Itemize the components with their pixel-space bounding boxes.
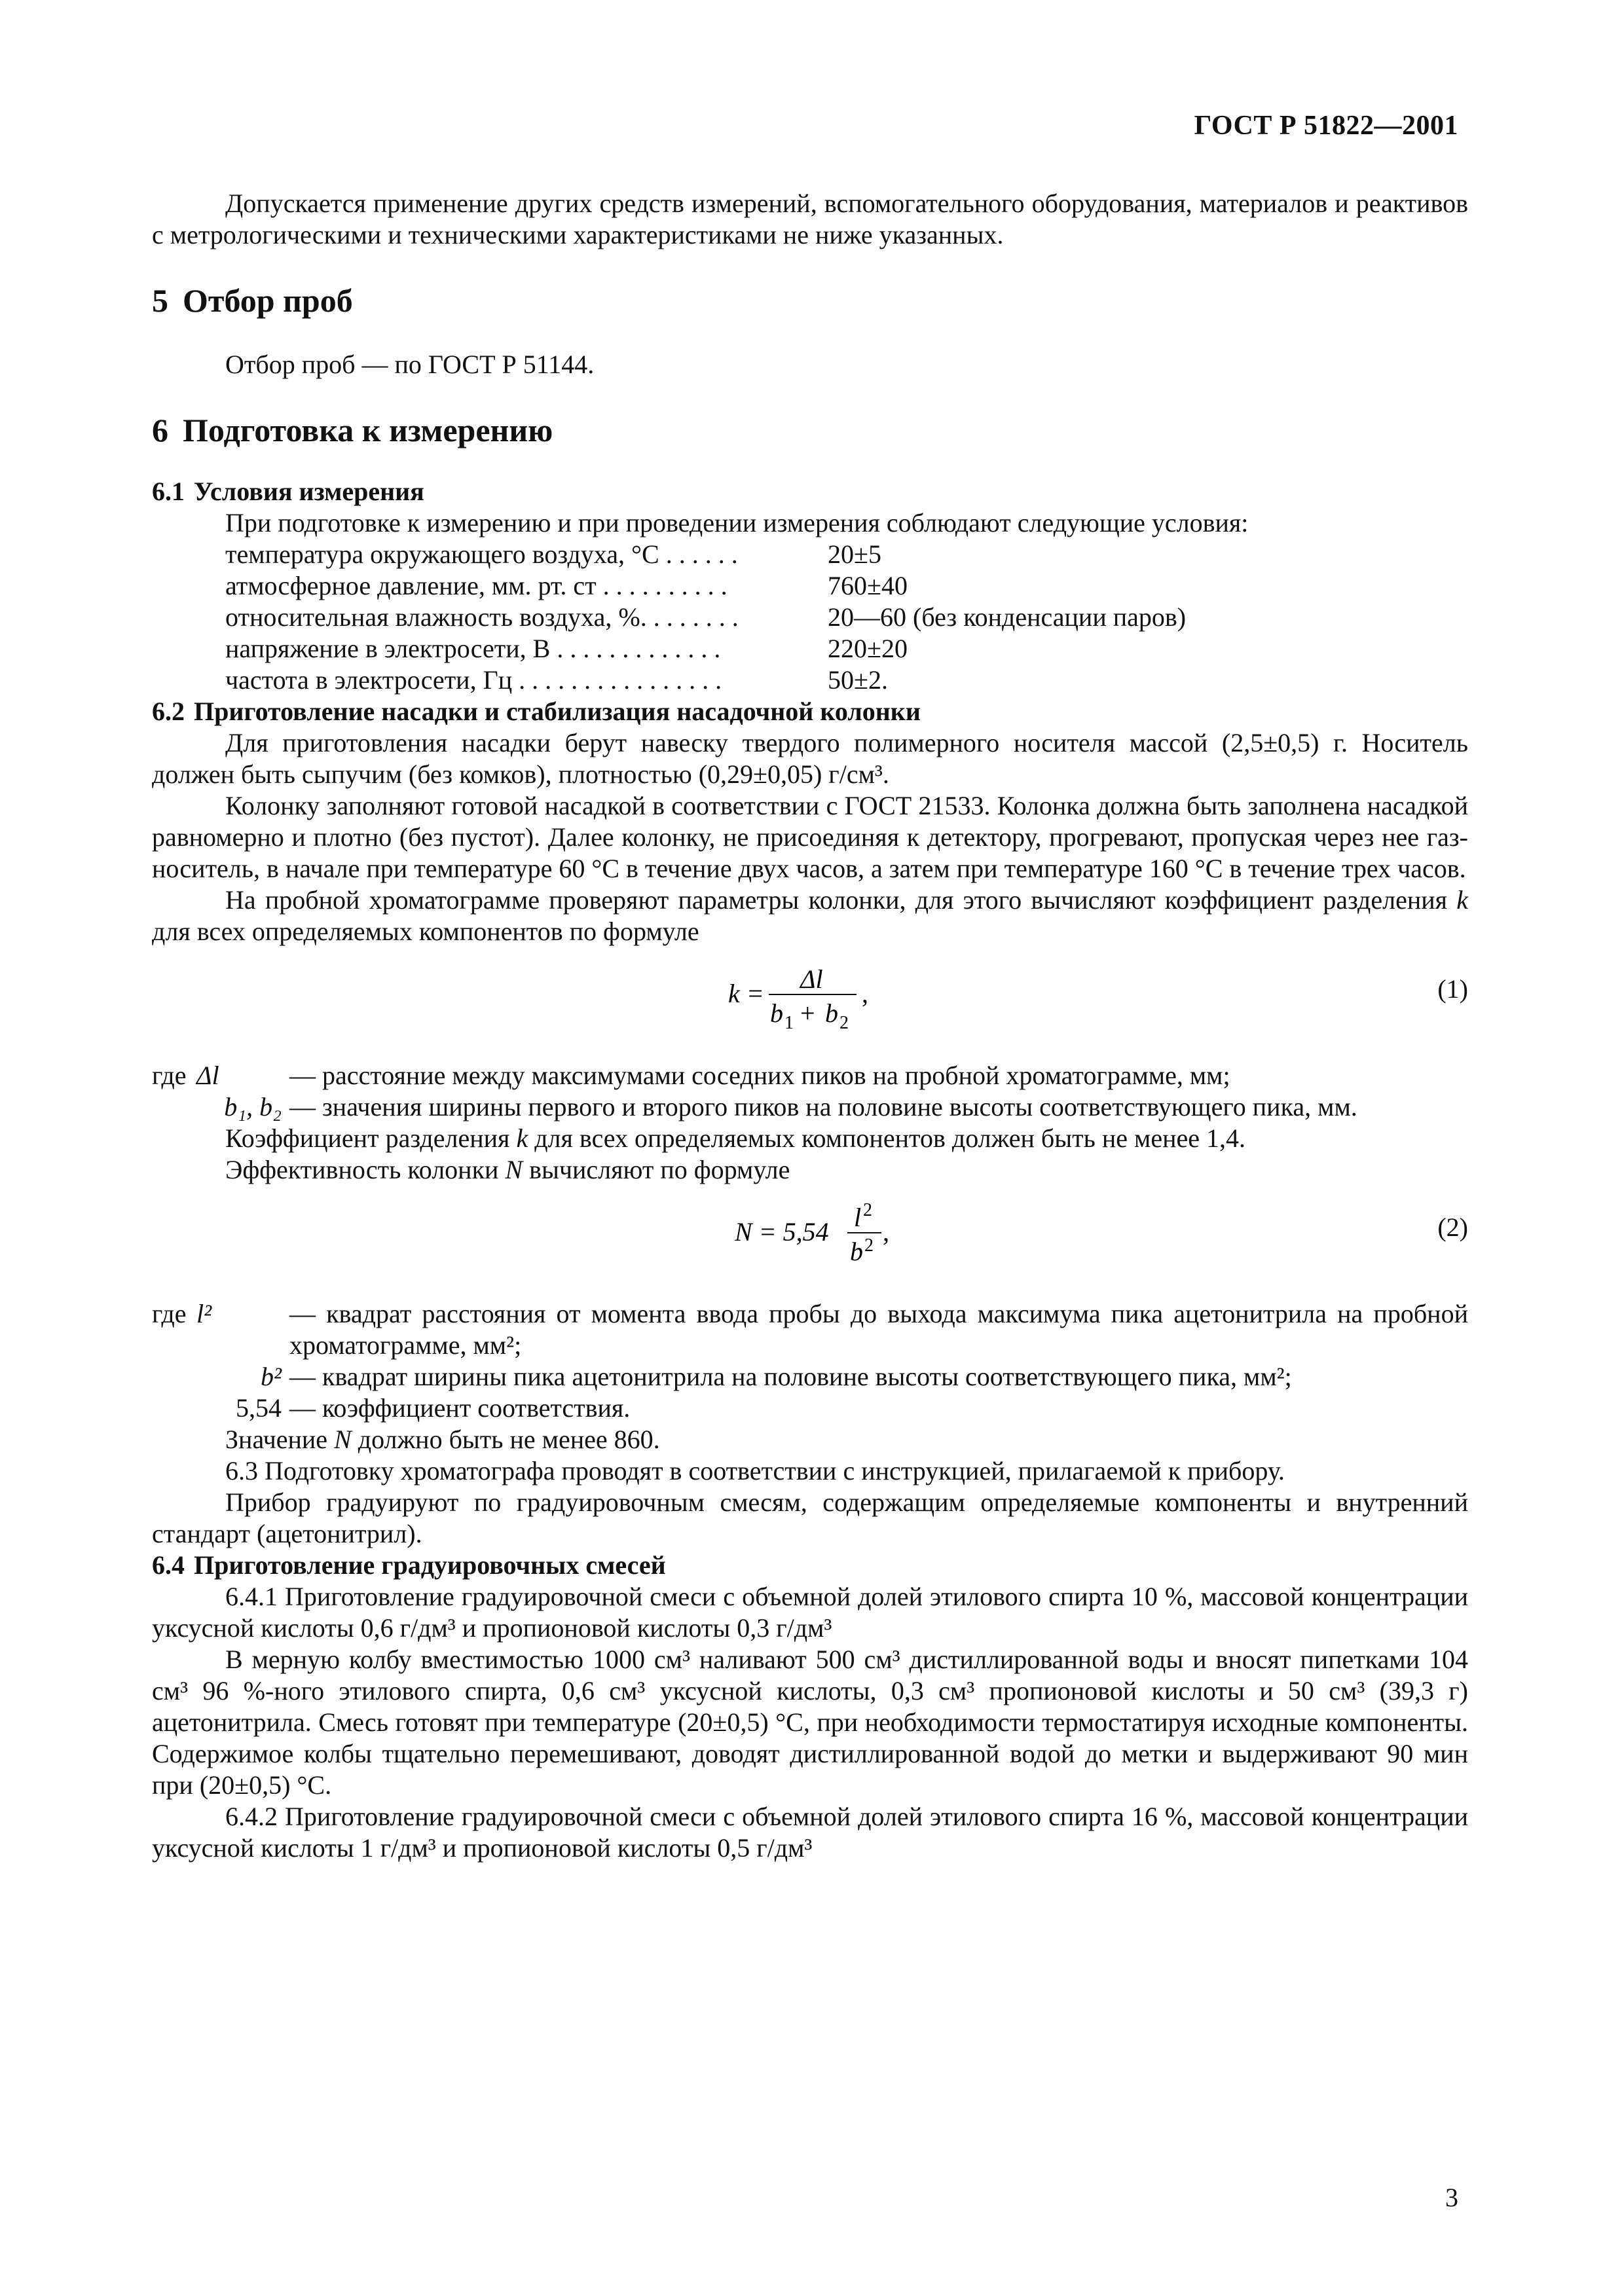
- condition-value: 20—60 (без конденсации паров): [828, 602, 1187, 632]
- paragraph-6-2-5-text-a: Эффективность колонки: [225, 1155, 506, 1184]
- subsection-6-4-title: Приготовление градуировочных смесей: [194, 1550, 666, 1580]
- paragraph-6-2-3-text-a: На пробной хроматограмме проверяют параметры колонки, для этого вычисляют коэффициент разделения: [225, 885, 1457, 915]
- subsection-6-1-heading: [152, 476, 1468, 507]
- condition-row: [225, 539, 1468, 570]
- legend-definition: — расстояние между максимумами соседних пиков на пробной хроматограмме, мм;: [289, 1061, 1230, 1090]
- condition-row: [225, 602, 1468, 633]
- legend-definition: — значения ширины первого и второго пиков на половине высоты соответствующего пика, мм.: [289, 1092, 1357, 1121]
- formula-2-lhs: N = 5,54: [735, 1217, 829, 1247]
- formula-1-lhs: k =: [728, 979, 764, 1008]
- condition-label: частота в электросети, Гц . . . . . . . . . . . . . . . .: [225, 665, 722, 695]
- legend-definition: — квадрат расстояния от момента ввода пробы до выхода максимума пика ацетонитрила на пробной хроматограмме, мм²;: [289, 1299, 1468, 1360]
- formula-1-den-plus: +: [800, 998, 815, 1028]
- legend-row: [152, 1060, 1468, 1091]
- condition-row: [225, 665, 1468, 696]
- legend-prefix: где: [152, 1061, 187, 1090]
- conditions-lead: При подготовке к измерению и при проведении измерения соблюдают следующие условия:: [225, 508, 1249, 538]
- intro-paragraph: Допускается применение других средств измерений, вспомогательного оборудования, материалов и реактивов с метрологическими и техническими характеристиками не ниже указанных.: [152, 189, 1468, 249]
- paragraph-6-2-4-text-a: Коэффициент разделения: [225, 1123, 517, 1153]
- legend-symbol-cell: [152, 1060, 289, 1091]
- formula-2-legend: [152, 1298, 1468, 1424]
- formula-1-graphic: [728, 962, 898, 1040]
- paragraph-6-2-3-text-b: для всех определяемых компонентов по формуле: [152, 917, 699, 946]
- subsection-6-4-heading: [152, 1550, 1468, 1581]
- paragraph-6-2-5-text-b: вычисляют по формуле: [523, 1155, 790, 1184]
- paragraph-6-2-3: [152, 884, 1468, 947]
- legend-symbol-cell: [152, 1091, 289, 1123]
- section-5-number: 5: [152, 282, 168, 319]
- formula-2-numerator: l: [854, 1203, 862, 1232]
- formula-1: [152, 962, 1468, 1040]
- formula-1-den-b2: b: [825, 998, 838, 1028]
- subsection-6-1-title: Условия измерения: [194, 477, 424, 506]
- formula-2-suffix: ,: [883, 1217, 889, 1247]
- formula-2-denominator: b: [850, 1237, 863, 1266]
- section-6-heading: [152, 410, 1468, 450]
- legend-definition: — квадрат ширины пика ацетонитрила на половине высоты соответствующего пика, мм²;: [289, 1362, 1292, 1391]
- condition-label: температура окружающего воздуха, °С . . . . . .: [225, 539, 738, 569]
- formula-2: [152, 1200, 1468, 1279]
- paragraph-6-2-5: [152, 1154, 1468, 1186]
- legend-symbol-cell: [152, 1361, 289, 1393]
- legend-definition: — коэффициент соответствия.: [289, 1393, 631, 1423]
- section-5-text: Отбор проб — по ГОСТ Р 51144.: [225, 350, 595, 379]
- legend-symbol: Δl: [196, 1061, 219, 1090]
- paragraph-6-4-1: 6.4.1 Приготовление градуировочной смеси с объемной долей этилового спирта 10 %, массовой концентрации уксусной кислоты 0,6 г/дм³ и пропионовой кислоты 0,3 г/дм³: [152, 1582, 1468, 1643]
- section-5-title: Отбор проб: [183, 282, 353, 319]
- legend-prefix: где: [152, 1299, 187, 1328]
- condition-row: [225, 570, 1468, 602]
- condition-value: 50±2.: [828, 665, 888, 695]
- formula-2-graphic: [735, 1200, 905, 1279]
- condition-label: относительная влажность воздуха, %. . . . . . . .: [225, 602, 739, 632]
- legend-row: [152, 1393, 1468, 1424]
- paragraph-6-2-4-text-b: для всех определяемых компонентов должен быть не менее 1,4.: [528, 1123, 1245, 1153]
- formula-1-den-b1: b: [770, 998, 783, 1028]
- conditions-list: [152, 539, 1468, 696]
- subsection-6-2-title: Приготовление насадки и стабилизация насадочной колонки: [194, 697, 921, 726]
- paragraph-6-3-2: Прибор градуируют по градуировочным смесям, содержащим определяемые компоненты и внутренний стандарт (ацетонитрил).: [152, 1487, 1468, 1548]
- legend-row: [152, 1298, 1468, 1361]
- condition-label: напряжение в электросети, В . . . . . . . . . . . . .: [225, 634, 721, 663]
- section-6-number: 6: [152, 412, 168, 448]
- condition-row: [225, 633, 1468, 665]
- subsection-6-2-number: 6.2: [152, 697, 185, 726]
- symbol-n: N: [505, 1155, 523, 1184]
- section-5-heading: [152, 281, 1468, 320]
- paragraph-6-2-4: [152, 1123, 1468, 1154]
- subsection-6-4-number: 6.4: [152, 1550, 185, 1580]
- paragraph-6-3-1: 6.3 Подготовку хроматографа проводят в соответствии с инструкцией, прилагаемой к прибору.: [225, 1456, 1285, 1485]
- condition-value: 760±40: [828, 571, 908, 600]
- paragraph-6-4-2: 6.4.2 Приготовление градуировочной смеси с объемной долей этилового спирта 16 %, массовой концентрации уксусной кислоты 1 г/дм³ и пропионовой кислоты 0,5 г/дм³: [152, 1802, 1468, 1863]
- formula-1-den-sub-2: 2: [839, 1013, 849, 1033]
- condition-label: атмосферное давление, мм. рт. ст . . . . . . . . . .: [225, 571, 728, 600]
- formula-1-legend: [152, 1060, 1468, 1123]
- condition-value: 220±20: [828, 634, 908, 663]
- paragraph-6-2-6-text-b: должно быть не менее 860.: [351, 1425, 660, 1454]
- document-body: [152, 188, 1468, 1864]
- paragraph-6-4-1-body: В мерную колбу вместимостью 1000 см³ наливают 500 см³ дистиллированной воды и вносят пипетками 104 см³ 96 %-ного этилового спирта, 0,6 см³ уксусной кислоты, 0,3 см³ пропионовой кислоты и 50 см³ (39,3 г) ацетонитрила. Смесь готовят при температуре (20±0,5) °С, при необходимости термостатируя исходные компоненты. Содержимое колбы тщательно перемешивают, доводят дистиллированной водой до метки и выдерживают 90 мин при (20±0,5) °С.: [152, 1645, 1468, 1800]
- page-number: 3: [1445, 2183, 1458, 2212]
- paragraph-6-2-6-text-a: Значение: [225, 1425, 335, 1454]
- condition-value: 20±5: [828, 539, 881, 569]
- symbol-k: k: [1456, 885, 1468, 915]
- formula-2-numerator-sup: 2: [863, 1200, 872, 1220]
- legend-symbol: b₁, b₂: [224, 1092, 282, 1121]
- formula-1-suffix: ,: [862, 979, 868, 1008]
- symbol-n: N: [334, 1425, 352, 1454]
- subsection-6-1-number: 6.1: [152, 477, 185, 506]
- legend-symbol: b²: [261, 1362, 282, 1391]
- paragraph-6-2-1: Для приготовления насадки берут навеску твердого полимерного носителя массой (2,5±0,5) г. Носитель должен быть сыпучим (без комков), плотностью (0,29±0,05) г/см³.: [152, 728, 1468, 789]
- legend-symbol-cell: [152, 1393, 289, 1424]
- formula-1-den-sub-1: 1: [784, 1013, 794, 1033]
- legend-symbol-cell: [152, 1298, 289, 1361]
- paragraph-6-2-2: Колонку заполняют готовой насадкой в соответствии с ГОСТ 21533. Колонка должна быть заполнена насадкой равномерно и плотно (без пустот). Далее колонку, не присоединяя к детектору, прогревают, пропуская через нее газ-носитель, в начале при температуре 60 °С в течение двух часов, а затем при температуре 160 °С в течение трех часов.: [152, 791, 1468, 883]
- document-header: ГОСТ Р 51822—2001: [1194, 111, 1458, 141]
- legend-symbol: l²: [196, 1299, 212, 1328]
- legend-symbol: 5,54: [236, 1393, 282, 1423]
- symbol-k: k: [516, 1123, 528, 1153]
- formula-1-number: (1): [1437, 974, 1468, 1004]
- legend-row: [152, 1091, 1468, 1123]
- subsection-6-2-heading: [152, 696, 1468, 727]
- section-6-title: Подготовка к измерению: [183, 412, 553, 448]
- legend-row: [152, 1361, 1468, 1393]
- formula-2-number: (2): [1437, 1212, 1468, 1242]
- paragraph-6-2-6: [152, 1424, 1468, 1455]
- formula-2-denominator-sup: 2: [864, 1235, 874, 1256]
- formula-1-numerator: Δl: [800, 964, 823, 994]
